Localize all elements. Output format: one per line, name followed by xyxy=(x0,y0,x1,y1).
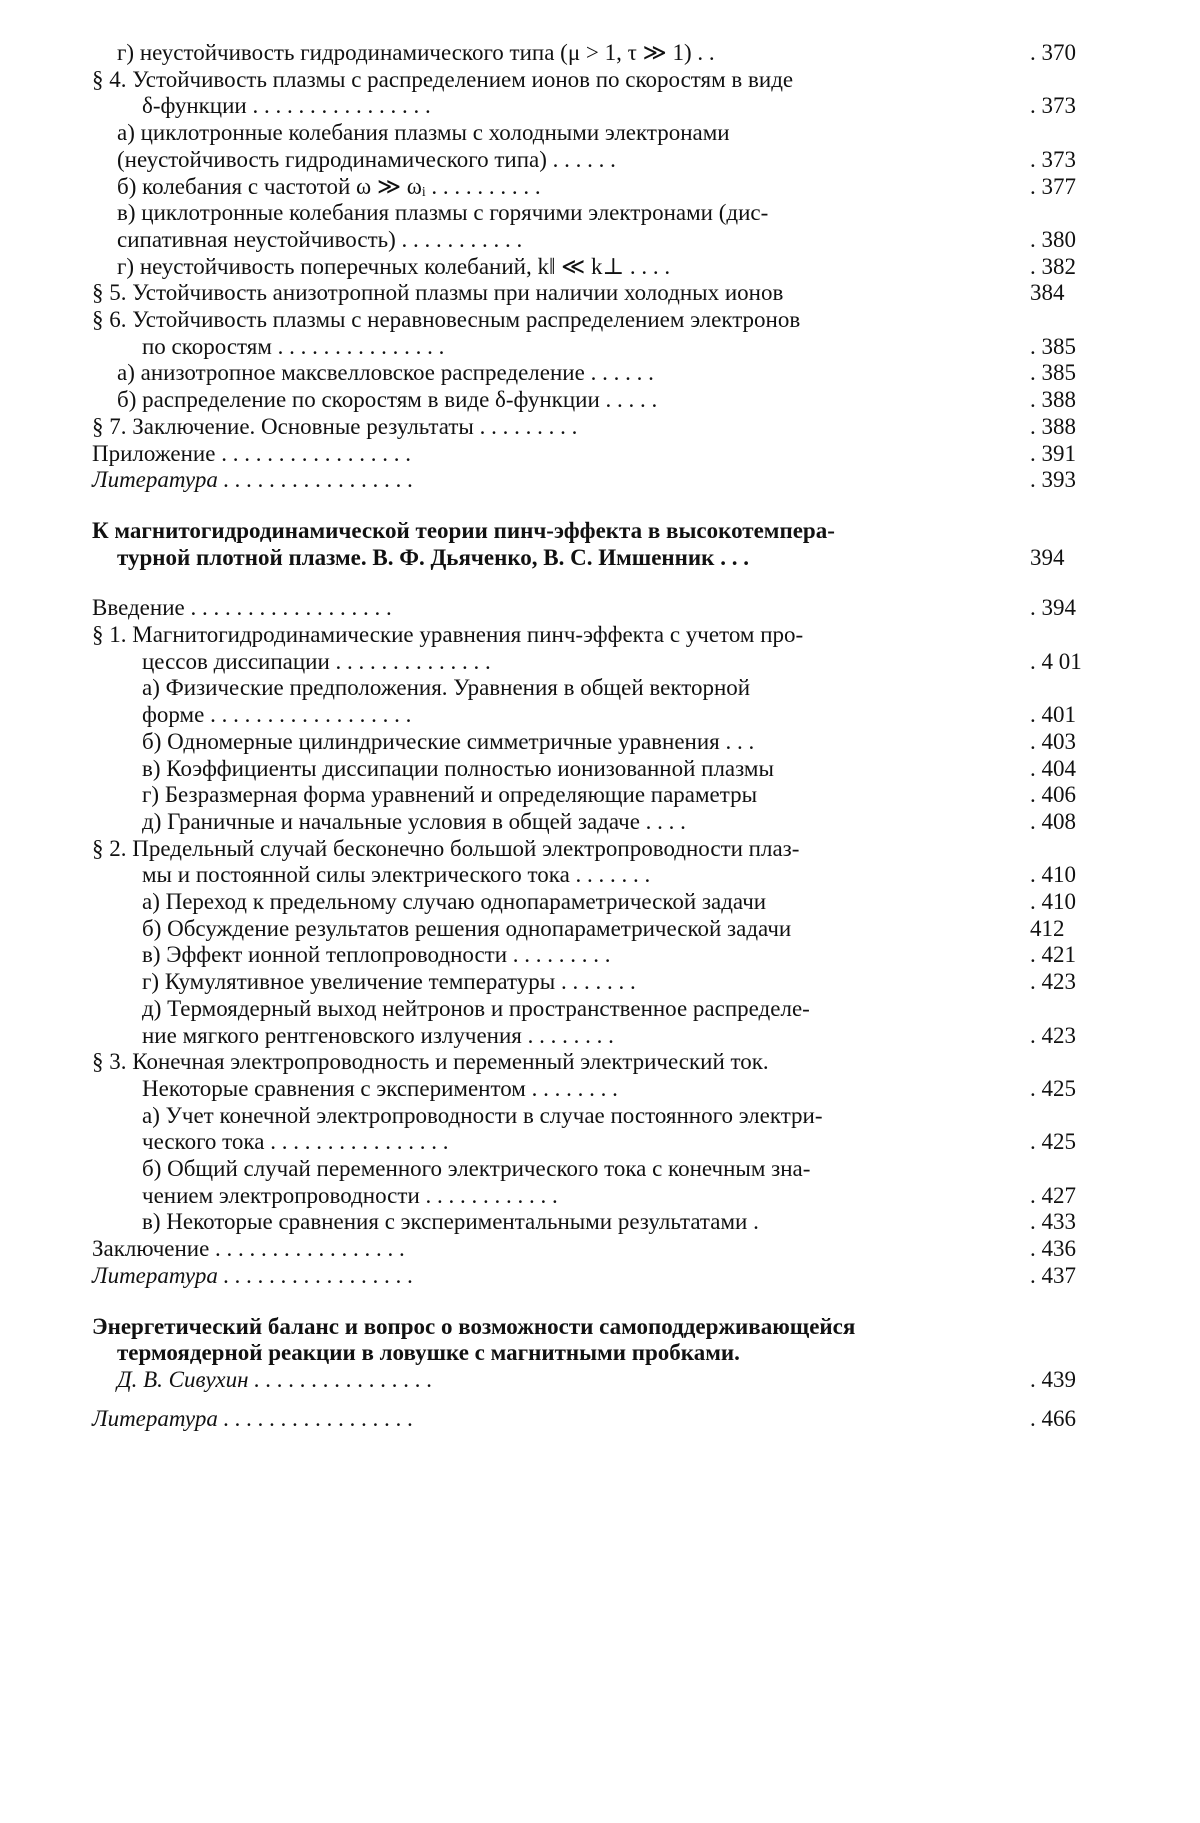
toc-entry: в) Коэффициенты диссипации полностью ионизованной плазмы xyxy=(142,755,774,781)
toc-page-number: . 388 xyxy=(1030,413,1076,439)
toc-page-number: . 393 xyxy=(1030,467,1076,493)
toc-entry: § 1. Магнитогидродинамические уравнения пинч-эффекта с учетом про- xyxy=(92,622,804,648)
toc-page-number: . 385 xyxy=(1030,333,1076,359)
toc-page-number: . 391 xyxy=(1030,440,1076,466)
toc-page-number: 384 xyxy=(1030,280,1065,306)
toc-page-number: . 466 xyxy=(1030,1405,1076,1431)
toc-entry: Заключение . . . . . . . . . . . . . . . . . xyxy=(92,1236,405,1262)
toc-entry: сипативная неустойчивость) . . . . . . . . . . . xyxy=(117,226,523,252)
toc-page-number: . 437 xyxy=(1030,1262,1076,1288)
toc-page-number: . 403 xyxy=(1030,728,1076,754)
toc-entry: в) Эффект ионной теплопроводности . . . . . . . . . xyxy=(142,942,611,968)
toc-entry: чением электропроводности . . . . . . . . . . . . xyxy=(142,1182,558,1208)
toc-entry: Некоторые сравнения с экспериментом . . . . . . . . xyxy=(142,1075,618,1101)
toc-page-number: . 433 xyxy=(1030,1209,1076,1235)
toc-page-number: . 385 xyxy=(1030,360,1076,386)
toc-page-number: . 380 xyxy=(1030,226,1076,252)
toc-entry: г) Кумулятивное увеличение температуры . . . . . . . xyxy=(142,969,636,995)
toc-page-number: . 394 xyxy=(1030,595,1076,621)
toc-entry: К магнитогидродинамической теории пинч-эффекта в высокотемпера- xyxy=(92,517,835,543)
toc-entry: б) Одномерные цилиндрические симметричные уравнения . . . xyxy=(142,728,755,754)
toc-entry: б) распределение по скоростям в виде δ-функции . . . . . xyxy=(117,387,658,413)
toc-entry: Литература . . . . . . . . . . . . . . . . . xyxy=(92,1405,414,1431)
toc-entry: а) циклотронные колебания плазмы с холодными электронами xyxy=(117,120,730,146)
toc-entry: Д. В. Сивухин . . . . . . . . . . . . . . . . xyxy=(117,1366,433,1392)
toc-page-number: . 382 xyxy=(1030,253,1076,279)
toc-entry: а) Физические предположения. Уравнения в общей векторной xyxy=(142,675,751,701)
toc-entry: Приложение . . . . . . . . . . . . . . . . . xyxy=(92,440,411,466)
toc-entry: § 3. Конечная электропроводность и переменный электрический ток. xyxy=(92,1049,769,1075)
toc-page-number: . 427 xyxy=(1030,1182,1076,1208)
toc-entry: турной плотной плазме. В. Ф. Дьяченко, В. С. Имшенник . . . xyxy=(117,544,749,570)
toc-page-number: . 404 xyxy=(1030,755,1076,781)
toc-page-number: . 4 01 xyxy=(1030,648,1082,674)
toc-page-number: . 377 xyxy=(1030,173,1076,199)
toc-entry: а) анизотропное максвелловское распределение . . . . . . xyxy=(117,360,654,386)
toc-entry: ние мягкого рентгеновского излучения . . . . . . . . xyxy=(142,1022,614,1048)
toc-entry: § 5. Устойчивость анизотропной плазмы при наличии холодных ионов xyxy=(92,280,784,306)
toc-page-number: . 388 xyxy=(1030,387,1076,413)
toc-entry: (неустойчивость гидродинамического типа) . . . . . . xyxy=(117,146,616,172)
toc-entry: а) Учет конечной электропроводности в случае постоянного электри- xyxy=(142,1102,823,1128)
toc-entry: § 7. Заключение. Основные результаты . . . . . . . . . xyxy=(92,413,578,439)
toc-entry: цессов диссипации . . . . . . . . . . . . . . xyxy=(142,648,491,674)
toc-page-number: . 370 xyxy=(1030,40,1076,65)
toc-entry: б) Обсуждение результатов решения однопараметрической задачи xyxy=(142,915,792,941)
toc-entry: § 2. Предельный случай бесконечно большой электропроводности плаз- xyxy=(92,835,800,861)
toc-page-number: 412 xyxy=(1030,915,1065,941)
toc-page-number: . 401 xyxy=(1030,702,1076,728)
toc-entry: термоядерной реакции в ловушке с магнитными пробками. xyxy=(117,1340,740,1366)
toc-entry: § 4. Устойчивость плазмы с распределением ионов по скоростям в виде xyxy=(92,66,794,92)
toc-entry: в) Некоторые сравнения с экспериментальными результатами . xyxy=(142,1209,759,1235)
toc-page-number: . 425 xyxy=(1030,1129,1076,1155)
toc-entry: г) неустойчивость поперечных колебаний, k‖ ≪ k⊥ . . . . xyxy=(117,253,671,279)
toc-page-number: . 423 xyxy=(1030,1022,1076,1048)
toc-entry: д) Граничные и начальные условия в общей задаче . . . . xyxy=(142,808,686,834)
toc-entry: Введение . . . . . . . . . . . . . . . . . . xyxy=(92,595,392,621)
toc-entry: ческого тока . . . . . . . . . . . . . . . . xyxy=(142,1129,449,1155)
toc-page-number: . 410 xyxy=(1030,889,1076,915)
toc-entry: форме . . . . . . . . . . . . . . . . . . xyxy=(142,702,412,728)
toc-page-number: 394 xyxy=(1030,544,1065,570)
toc-page-number: . 410 xyxy=(1030,862,1076,888)
toc-page-number: . 436 xyxy=(1030,1236,1076,1262)
toc-entry: г) неустойчивость гидродинамического типа (μ > 1, τ ≫ 1) . . xyxy=(117,40,715,65)
toc-page-number: . 406 xyxy=(1030,782,1076,808)
toc-page-number: . 423 xyxy=(1030,969,1076,995)
toc-page-number: . 408 xyxy=(1030,808,1076,834)
toc-page-number: . 421 xyxy=(1030,942,1076,968)
toc-entry: по скоростям . . . . . . . . . . . . . . . xyxy=(142,333,445,359)
toc-entry: б) колебания с частотой ω ≫ ωᵢ . . . . . . . . . . xyxy=(117,173,541,199)
toc-page-number: . 373 xyxy=(1030,93,1076,119)
toc-entry: д) Термоядерный выход нейтронов и пространственное распределе- xyxy=(142,995,810,1021)
toc-entry: Литература . . . . . . . . . . . . . . . . . xyxy=(92,467,414,493)
toc-entry: Энергетический баланс и вопрос о возможности самоподдерживающейся xyxy=(92,1313,856,1339)
toc-page-number: . 373 xyxy=(1030,146,1076,172)
toc-entry: Литература . . . . . . . . . . . . . . . . . xyxy=(92,1262,414,1288)
toc-entry: мы и постоянной силы электрического тока . . . . . . . xyxy=(142,862,651,888)
toc-entry: δ-функции . . . . . . . . . . . . . . . . xyxy=(142,93,431,119)
toc-entry: а) Переход к предельному случаю однопараметрической задачи xyxy=(142,889,767,915)
toc-entry: г) Безразмерная форма уравнений и определяющие параметры xyxy=(142,782,758,808)
toc-entry: § 6. Устойчивость плазмы с неравновесным распределением электронов xyxy=(92,307,801,332)
toc-page-number: . 425 xyxy=(1030,1075,1076,1101)
toc-entry: в) циклотронные колебания плазмы с горячими электронами (дис- xyxy=(117,200,769,226)
toc-page-number: . 439 xyxy=(1030,1366,1076,1392)
toc-entry: б) Общий случай переменного электрического тока с конечным зна- xyxy=(142,1156,811,1182)
